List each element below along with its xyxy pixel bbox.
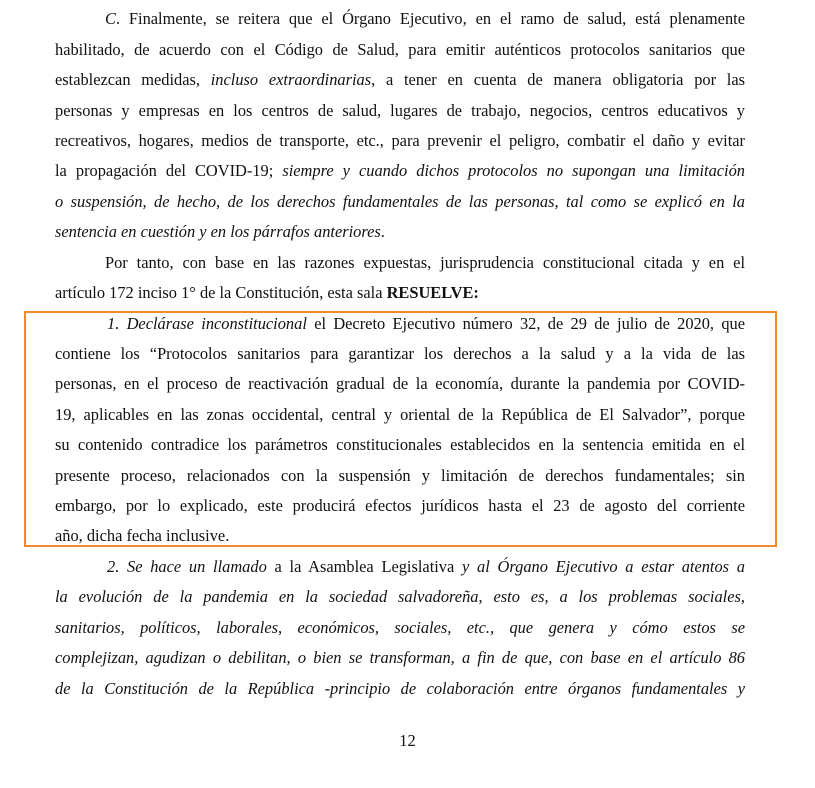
page-number: 12 <box>399 731 416 750</box>
text-line: año, dicha fecha inclusive. <box>55 526 230 545</box>
text-line: su contenido contradice los parámetros constitucionales establecidos en la sentencia emitida en el <box>55 435 745 454</box>
text-line: de la Constitución de la República -principio de colaboración entre órganos fundamentales y <box>55 679 745 698</box>
text-line: 1. Declárase inconstitucional el Decreto Ejecutivo número 32, de 29 de julio de 2020, que <box>107 314 745 333</box>
text-line: contiene los “Protocolos sanitarios para garantizar los derechos a la salud y a la vida de las <box>55 344 745 363</box>
text-line: personas y empresas en los centros de salud, lugares de trabajo, negocios, centros educativos y <box>55 101 745 120</box>
text-line: recreativos, hogares, medios de transporte, etc., para prevenir el peligro, combatir el daño y evitar <box>55 131 745 150</box>
text-line: Por tanto, con base en las razones expuestas, jurisprudencia constitucional citada y en el <box>105 253 745 272</box>
text-line: artículo 172 inciso 1° de la Constitución, esta sala RESUELVE: <box>55 283 479 302</box>
text-line: 2. Se hace un llamado a la Asamblea Legislativa y al Órgano Ejecutivo a estar atentos a <box>107 557 745 576</box>
text-line: establezcan medidas, incluso extraordinarias, a tener en cuenta de manera obligatoria por las <box>55 70 745 89</box>
text-line: complejizan, agudizan o debilitan, o bien se transforman, a fin de que, con base en el artículo 86 <box>55 648 745 667</box>
text-line: o suspensión, de hecho, de los derechos fundamentales de las personas, tal como se explicó en la <box>55 192 745 211</box>
text-line: habilitado, de acuerdo con el Código de Salud, para emitir auténticos protocolos sanitarios que <box>55 40 745 59</box>
text-line: embargo, por lo explicado, este producirá efectos jurídicos hasta el 23 de agosto del corriente <box>55 496 745 515</box>
text-line: C. Finalmente, se reitera que el Órgano Ejecutivo, en el ramo de salud, está plenamente <box>105 9 745 28</box>
text-line: la evolución de la pandemia en la sociedad salvadoreña, esto es, a los problemas sociales, <box>55 587 745 606</box>
text-line: sentencia en cuestión y en los párrafos anteriores. <box>55 222 385 241</box>
text-line: sanitarios, políticos, laborales, económicos, sociales, etc., que genera y cómo estos se <box>55 618 745 637</box>
text-line: presente proceso, relacionados con la suspensión y limitación de derechos fundamentales; sin <box>55 466 745 485</box>
text-line: la propagación del COVID-19; siempre y cuando dichos protocolos no supongan una limitación <box>55 161 745 180</box>
text-line: personas, en el proceso de reactivación gradual de la economía, durante la pandemia por COVID- <box>55 374 745 393</box>
text-line: 19, aplicables en las zonas occidental, central y oriental de la República de El Salvador”, porque <box>55 405 745 424</box>
